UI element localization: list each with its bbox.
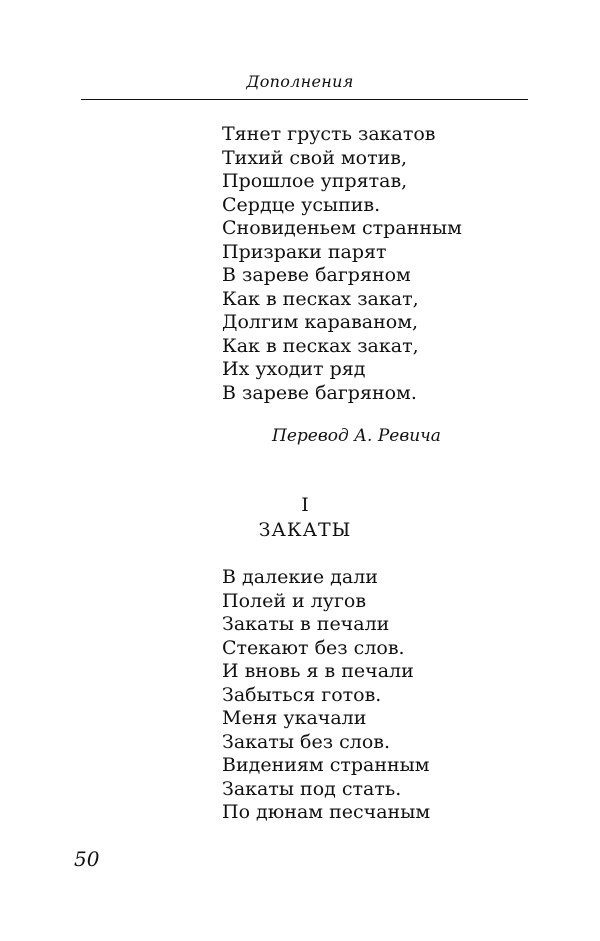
- poem-line: Стекают без слов.: [222, 636, 405, 659]
- poem-line: Как в песках закат,: [222, 287, 419, 310]
- poem-line: Полей и лугов: [222, 589, 367, 612]
- section-number: I: [301, 494, 309, 516]
- poem-line: Как в песках закат,: [222, 334, 419, 357]
- poem-line: Закаты в печали: [222, 613, 390, 635]
- poem-line: Закаты без слов.: [222, 730, 391, 753]
- page-number: 50: [74, 847, 100, 871]
- poem-line: И вновь я в печали: [222, 660, 414, 682]
- poem-line: Их уходит ряд: [222, 358, 366, 380]
- poem-line: Меня укачали: [222, 707, 367, 729]
- poem-line: Забыться готов.: [222, 683, 382, 706]
- poem-line: В зареве багряном: [222, 264, 411, 286]
- poem-line: В зареве багряном.: [222, 381, 417, 404]
- translator-credit: Перевод А. Ревича: [272, 426, 441, 446]
- poem-line: Долгим караваном,: [222, 311, 419, 333]
- poem-line: Призраки парят: [222, 240, 387, 263]
- poem-line: Закаты под стать.: [222, 777, 402, 800]
- poem-line: По дюнам песчаным: [222, 801, 431, 823]
- running-head: Дополнения: [246, 72, 354, 91]
- poem-line: Тянет грусть закатов: [222, 123, 436, 145]
- poem-2: [222, 566, 430, 825]
- poem-line: В далекие дали: [222, 566, 378, 588]
- poem-1: [222, 123, 462, 405]
- poem-line: Сердце усыпив.: [222, 193, 381, 216]
- section-title: ЗАКАТЫ: [258, 519, 352, 541]
- poem-line: Прошлое упрятав,: [222, 170, 408, 192]
- header-rule: [81, 99, 528, 100]
- poem-line: Видениям странным: [222, 754, 430, 776]
- poem-line: Тихий свой мотив,: [222, 146, 408, 169]
- poem-line: Сновиденьем странным: [222, 217, 462, 239]
